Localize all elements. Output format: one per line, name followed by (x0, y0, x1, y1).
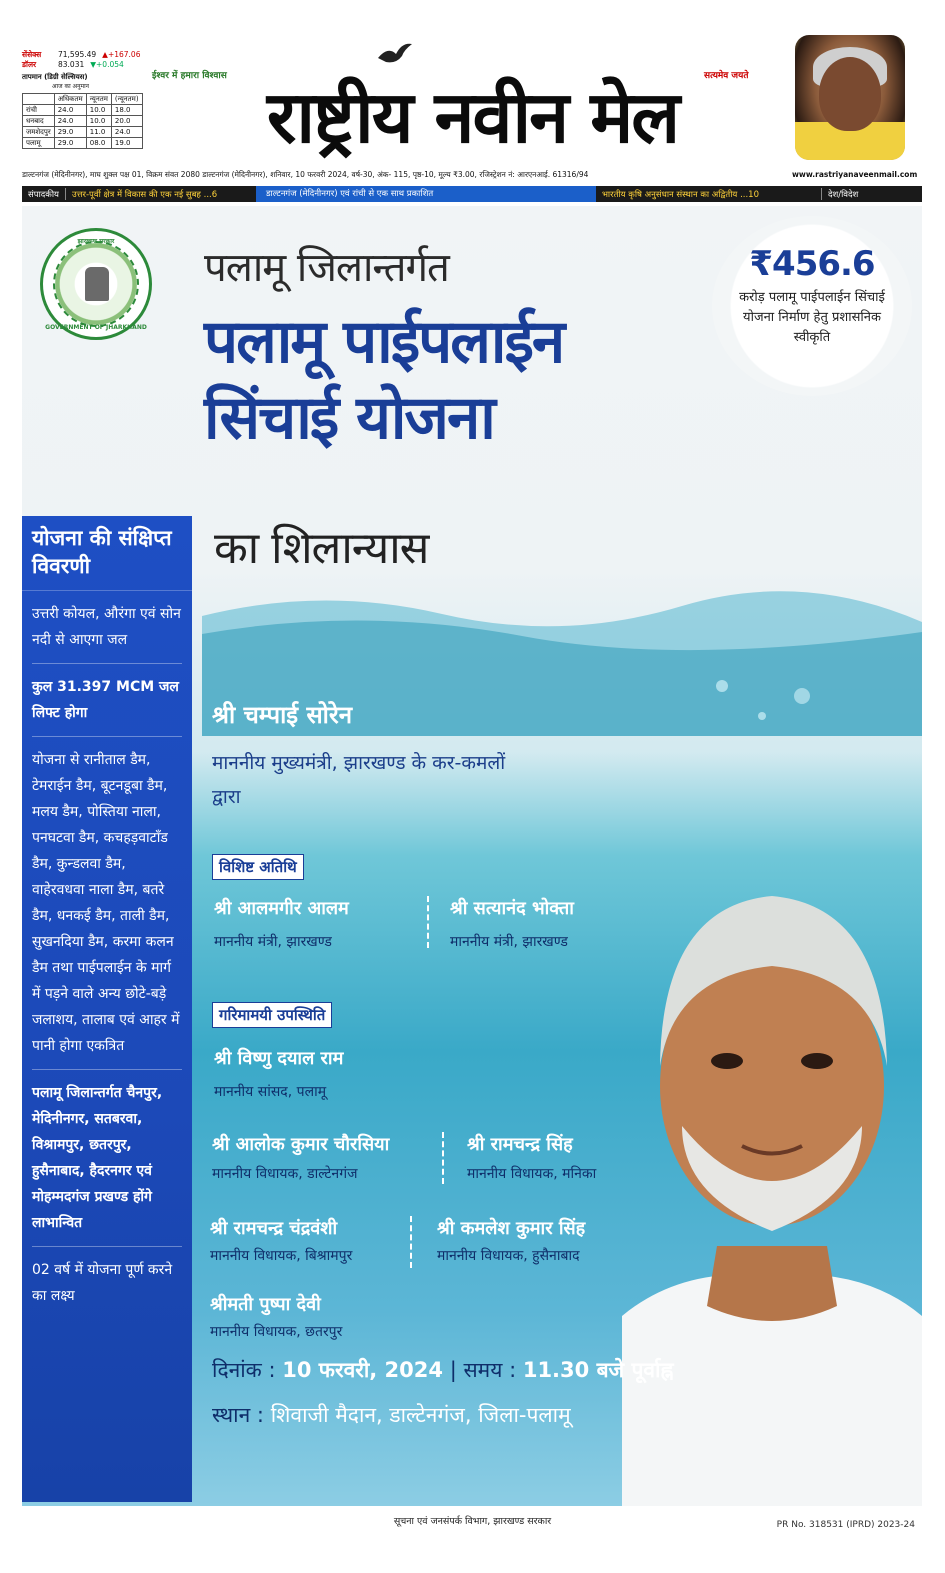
main-heading (204, 304, 563, 456)
emblem-bottom-text: GOVERNMENT OF JHARKHAND (45, 324, 147, 331)
weather-cell: 24.0 (111, 127, 142, 138)
sanction-badge (712, 216, 912, 396)
market-change: ▲+167.06 (102, 50, 141, 59)
weather-cell: 24.0 (54, 116, 86, 127)
market-change: ▼+0.054 (90, 60, 124, 69)
presence-name: श्रीमती पुष्पा देवी (210, 1294, 321, 1315)
time-value: 11.30 बजे पूर्वाह्न (522, 1358, 674, 1382)
tagline-left: ईश्वर में हमारा विश्वास (152, 71, 227, 81)
weather-cell: 10.0 (86, 105, 111, 116)
newspaper-title: राष्ट्रीय नवीन मेल (266, 74, 679, 159)
presence-role: माननीय सांसद, पलामू (214, 1084, 327, 1100)
place-value: शिवाजी मैदान, डाल्टेनगंज, जिला-पलामू (270, 1403, 571, 1427)
ribbon-story-left[interactable]: उत्तर-पूर्वी क्षेत्र में विकास की एक नई सुबह ...6 (71, 189, 218, 200)
guest-role: माननीय मंत्री, झारखण्ड (214, 934, 332, 950)
main-heading-line2: सिंचाई योजना (204, 383, 494, 453)
weather-cell: जमशेदपुर (23, 127, 55, 138)
weather-cell: 20.0 (111, 116, 142, 127)
sanction-text: करोड़ पलामू पाईपलाईन सिंचाई योजना निर्माण हेतु प्रशासनिक स्वीकृति (739, 290, 885, 345)
guest-tag: विशिष्ट अतिथि (212, 854, 304, 880)
weather-cell: 08.0 (86, 138, 111, 149)
weather-header: न्यूनतम (86, 94, 111, 105)
weather-header (23, 94, 55, 105)
photo-face (819, 57, 881, 131)
chief-minister-name: श्री चम्पाई सोरेन (212, 701, 353, 729)
weather-subtitle: आज का अनुमान (52, 83, 89, 90)
chief-minister-role: माननीय मुख्यमंत्री, झारखण्ड के कर-कमलों द्वारा (212, 752, 506, 808)
dateline: डाल्टनगंज (मेदिनीनगर), माघ शुक्ल पक्ष 01, विक्रम संवत 2080 डाल्टनगंज (मेदिनीनगर), शनिवार, 10 फरवरी 2024, वर्ष-30, अंक- 115, पृष्ठ-10, मूल्य ₹3.00, रजिस्ट्रेशन नं: आरएनआई. 61316/94 (22, 170, 589, 179)
panel-title: योजना की संक्षिप्त विवरणी (22, 516, 192, 591)
market-row-sensex (22, 50, 147, 60)
presence-role: माननीय विधायक, मनिका (467, 1166, 597, 1182)
weather-header: (न्यूनतम) (111, 94, 142, 105)
presence-name: श्री आलोक कुमार चौरसिया (212, 1134, 390, 1155)
president-photo (795, 35, 905, 160)
dove-icon (374, 40, 414, 70)
section-ribbon (22, 186, 922, 202)
panel-item: पलामू जिलान्तर्गत चैनपुर, मेदिनीनगर, सतबरवा, विश्रामपुर, छतरपुर, हुसैनाबाद, हैदरनगर एवं मोहम्मदगंज प्रखण्ड होंगे लाभान्वित (32, 1070, 182, 1247)
post-heading: का शिलान्यास (214, 523, 429, 574)
date-label: दिनांक : (212, 1358, 276, 1382)
weather-row (23, 116, 143, 127)
ribbon-editorial[interactable]: संपादकीय (28, 189, 59, 200)
presence-divider (442, 1132, 444, 1184)
chief-minister-photo (622, 846, 922, 1506)
presence-name: श्री विष्णु दयाल राम (214, 1048, 344, 1069)
panel-item: योजना से रानीताल डैम, टेमराईन डैम, बूटनडूबा डैम, मलय डैम, पोस्तिया नाला, पनघटवा डैम, कचहड़वाटाँड डैम, कुन्डलवा डैम, वाहेरवधवा नाला डैम, बतरे डैम, धनकई डैम, ताली डैम, सुखनदिया डैम, करमा कलन डैम तथा पाईपलाईन के मार्ग में पड़ने वाले अन्य छोटे-बड़े जलाशय, तालाब एवं आहर में पानी होगा एकत्रित (32, 737, 182, 1070)
weather-cell: 18.0 (111, 105, 142, 116)
tagline-right: सत्यमेव जयते (704, 71, 749, 81)
event-date-time (212, 1356, 674, 1384)
panel-item: कुल 31.397 MCM जल लिफ्ट होगा (32, 664, 182, 737)
sanction-amount: ₹456.6 (749, 244, 875, 284)
market-row-dollar (22, 60, 147, 70)
place-label: स्थान : (212, 1403, 265, 1427)
guest-name: श्री आलमगीर आलम (214, 898, 349, 919)
presence-name: श्री रामचन्द्र सिंह (467, 1134, 573, 1155)
presence-role: माननीय विधायक, छतरपुर (210, 1324, 343, 1340)
weather-cell: धनबाद (23, 116, 55, 127)
market-box (22, 50, 147, 149)
weather-cell: रांची (23, 105, 55, 116)
presence-tag: गरिमामयी उपस्थिति (212, 1002, 332, 1028)
weather-title: तापमान (डिग्री सेल्सियस) (22, 73, 88, 81)
weather-row (23, 138, 143, 149)
presence-role: माननीय विधायक, हुसैनाबाद (437, 1248, 580, 1264)
weather-table (22, 93, 143, 149)
guest-divider (427, 896, 429, 948)
weather-row (23, 127, 143, 138)
market-label: सेंसेक्स (22, 50, 42, 59)
guest-name: श्री सत्यानंद भोक्ता (450, 898, 574, 919)
weather-cell: 29.0 (54, 138, 86, 149)
time-label: | समय : (449, 1358, 517, 1382)
ribbon-story-right[interactable]: भारतीय कृषि अनुसंधान संस्थान का अद्वितीय ...10 (601, 189, 759, 200)
presence-divider (410, 1216, 412, 1268)
footer-pr-number: PR No. 318531 (IPRD) 2023-24 (776, 1520, 915, 1530)
presence-name: श्री रामचन्द्र चंद्रवंशी (210, 1218, 338, 1239)
weather-cell: 10.0 (86, 116, 111, 127)
weather-cell: 24.0 (54, 105, 86, 116)
event-venue (212, 1401, 571, 1429)
emblem-top-text: झारखण्ड सरकार (77, 238, 115, 245)
footer-credit: सूचना एवं जनसंपर्क विभाग, झारखण्ड सरकार (393, 1516, 552, 1527)
presence-name: श्री कमलेश कुमार सिंह (437, 1218, 586, 1239)
weather-cell: 29.0 (54, 127, 86, 138)
pre-heading: पलामू जिलान्तर्गत (204, 245, 449, 291)
panel-item: 02 वर्ष में योजना पूर्ण करने का लक्ष्य (32, 1262, 173, 1304)
scheme-summary-panel (22, 516, 192, 1502)
masthead (22, 30, 922, 178)
advertisement (22, 206, 922, 1506)
ribbon-center: डाल्टनगंज (मेदिनीनगर) एवं रांची से एक साथ प्रकाशित (256, 186, 596, 202)
market-value: 83.031 (58, 60, 85, 69)
weather-cell: 11.0 (86, 127, 111, 138)
main-heading-line1: पलामू पाईपलाईन (204, 307, 564, 377)
market-label: डॉलर (22, 60, 37, 69)
weather-header: अधिकतम (54, 94, 86, 105)
presence-role: माननीय विधायक, डाल्टेनगंज (212, 1166, 358, 1182)
date-value: 10 फरवरी, 2024 (282, 1358, 444, 1382)
presence-role: माननीय विधायक, बिश्रामपुर (210, 1248, 353, 1264)
market-value: 71,595.49 (58, 50, 97, 59)
jharkhand-emblem (40, 228, 152, 340)
website-link[interactable]: www.rastriyanaveenmail.com (792, 170, 918, 179)
ashoka-emblem-icon (85, 267, 109, 301)
panel-item: उत्तरी कोयल, औरंगा एवं सोन नदी से आएगा जल (32, 591, 182, 664)
weather-row (23, 105, 143, 116)
weather-cell: 19.0 (111, 138, 142, 149)
ribbon-world[interactable]: देश/विदेश (827, 189, 859, 200)
guest-role: माननीय मंत्री, झारखण्ड (450, 934, 568, 950)
weather-cell: पलामू (23, 138, 55, 149)
